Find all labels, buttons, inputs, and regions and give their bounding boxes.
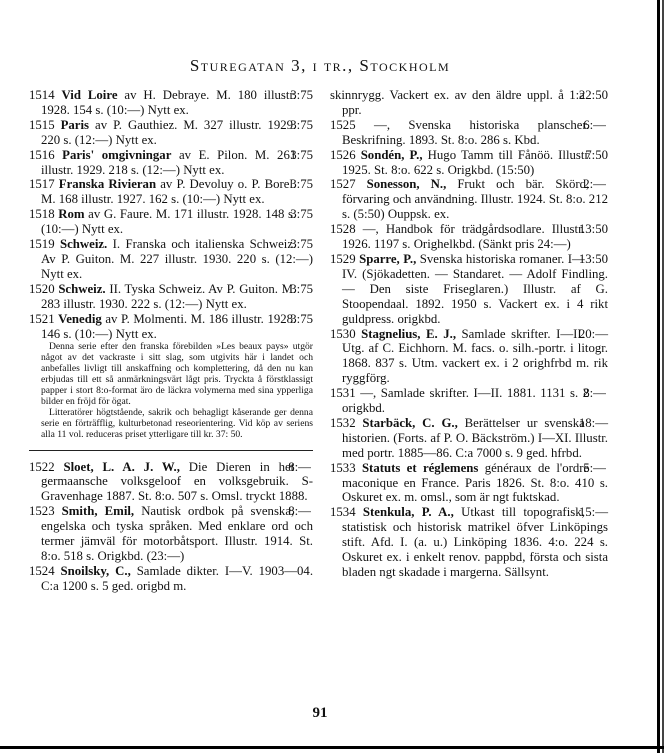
entry-author: Statuts et réglemens bbox=[361, 460, 479, 475]
right-entry-list bbox=[330, 88, 608, 580]
entry-number: 1530 bbox=[330, 326, 356, 341]
entry-number: 1524 bbox=[29, 563, 55, 578]
entry-description: Samlade dikter. I—V. 1903—04. C:a 1200 s. 5 ged. origbd m. bbox=[41, 563, 314, 593]
entry-number: 1514 bbox=[29, 88, 55, 102]
entry-description: I. Franska och italienska Schweiz. Av P. Guiton. M. 227 illustr. 1930. 220 s. (12:—) Nytt ex. bbox=[41, 237, 313, 281]
entry-description: Utkast till topografisk, statistisk och historisk matrikel öfver Linköpings stift. Afd. I. (a. u.) Linköping 1836. 4:o. 224 s. Oskuret ex. i enkelt renov. pappbd, första och sista bladen ngt skadade i margerna. Sällsynt. bbox=[342, 505, 608, 579]
entry-price: 7:50 bbox=[585, 147, 608, 162]
entry-author: Schweiz. bbox=[58, 281, 106, 296]
entry-author: Paris bbox=[60, 117, 90, 132]
entry-author: Sonesson, N., bbox=[366, 177, 447, 192]
catalog-entry bbox=[330, 88, 608, 118]
entry-number: 1532 bbox=[330, 415, 356, 430]
catalog-entry bbox=[330, 177, 608, 222]
catalog-entry bbox=[29, 88, 313, 118]
entry-price: 3:75 bbox=[290, 177, 313, 192]
page-border-right bbox=[657, 0, 660, 753]
entry-author: Rom bbox=[58, 207, 85, 222]
catalog-entry bbox=[330, 118, 608, 148]
catalog-entry bbox=[330, 148, 608, 178]
entry-price: 13:50 bbox=[578, 251, 608, 266]
entry-author: Sparre, P., bbox=[359, 251, 417, 266]
entry-description: Frukt och bär. Skörd, förvaring och användning. Illustr. 1924. St. 8:o. 212 s. (5:50) Ouppsk. ex. bbox=[342, 177, 608, 222]
entry-description: Hugo Tamm till Fånöö. Illustr. 1925. St. 8:o. 622 s. Origkbd. (15:50) bbox=[342, 147, 592, 177]
entry-description: —, Handbok för trädgårdsodlare. Illustr. 1926. 1197 s. Orighelkbd. (Sänkt pris 24:—) bbox=[342, 222, 585, 252]
entry-price: 22:50 bbox=[578, 88, 608, 102]
entry-author: Paris' omgivningar bbox=[62, 147, 172, 162]
entry-description: av G. Faure. M. 171 illustr. 1928. 148 s. (10:—) Nytt ex. bbox=[41, 207, 297, 237]
catalog-entry bbox=[330, 505, 608, 580]
entry-author: Stagnelius, E. J., bbox=[361, 326, 457, 341]
entry-price: 20:— bbox=[578, 326, 608, 341]
entry-number: 1534 bbox=[330, 505, 356, 520]
left-column bbox=[29, 88, 313, 594]
entry-description: Nautisk ordbok på svenska, engelska och tyska språken. Med enklare ord och termer jämväl för motorbåtsport. Illustr. 1914. St. 8:o. 518 s. Origkbd. (23:—) bbox=[41, 504, 313, 563]
entry-author: Venedig bbox=[58, 311, 102, 326]
catalog-entry bbox=[29, 312, 313, 342]
divider-rule bbox=[29, 450, 313, 451]
entry-description: av P. Gauthiez. M. 327 illustr. 1929. 220 s. (12:—) Nytt ex. bbox=[41, 117, 297, 147]
catalog-entry bbox=[29, 177, 313, 207]
entry-price: 18:— bbox=[578, 415, 608, 430]
catalog-entry bbox=[29, 564, 313, 594]
entry-author: Stenkula, P. A., bbox=[362, 505, 454, 520]
entry-description: —, Svenska historiska planscher. Beskrifning. 1893. St. 8:o. 286 s. Kbd. bbox=[342, 117, 590, 147]
entry-price: 3:75 bbox=[290, 147, 313, 162]
entry-price: 3:75 bbox=[290, 207, 313, 222]
catalog-entry bbox=[29, 207, 313, 237]
left-entry-list bbox=[29, 88, 313, 341]
entry-author: Smith, Emil, bbox=[61, 504, 135, 519]
entry-number: 1522 bbox=[29, 459, 55, 474]
catalog-entry bbox=[29, 148, 313, 178]
entry-number: 1526 bbox=[330, 147, 356, 162]
entry-number: 1518 bbox=[29, 207, 55, 222]
entry-description: Svenska historiska romaner. I—IV. (Sjökadetten. — Standaret. — Adolf Findling. — Den siste Friseglaren.) Illustr. af G. Stoopendaal. 1892. 1950 s. Vackert ex. i 4 rikt guldpress. origkbd. bbox=[342, 251, 608, 326]
entry-description: av H. Debraye. M. 180 illustr. 1928. 154 s. (10:—) Nytt ex. bbox=[41, 88, 297, 117]
catalog-entry bbox=[330, 222, 608, 252]
left-entry-list-2 bbox=[29, 460, 313, 594]
catalog-entry bbox=[330, 386, 608, 416]
entry-price: 3:75 bbox=[290, 117, 313, 132]
entry-description: généraux de l'ordre maconique en France. Paris 1826. St. 8:o. 410 s. Oskuret ex. m. omsl., som är ngt fuktskad. bbox=[342, 460, 608, 505]
entry-number: 1520 bbox=[29, 281, 55, 296]
entry-number: 1516 bbox=[29, 147, 55, 162]
catalog-entry bbox=[330, 327, 608, 387]
entry-description: Berättelser ur svenska historien. (Forts. af P. O. Bäckström.) I—XI. Illustr. med portr. 1885—86. C:a 7000 s. 9 ged. hfrbd. bbox=[342, 415, 608, 460]
catalog-entry bbox=[330, 416, 608, 461]
series-note: Denna serie efter den franska förebilden »Les beaux pays» utgör något av det vackraste i sitt slag, som utgivits här i landet och anbefalles livligt till anskaffning och komplettering, då den nu kan erbjudas till ett så anmärkningsvärt lågt pris. Tryckta å förstklassigt papper i stort 8:o-format äro de läckra volymerna med sina ypperliga bilder en fröjd för ögat. bbox=[41, 341, 313, 407]
entry-price: 8:— bbox=[583, 386, 606, 401]
entry-price: 15:— bbox=[578, 505, 608, 520]
entry-author: Franska Rivieran bbox=[58, 177, 157, 192]
page-number: 91 bbox=[312, 705, 328, 721]
entry-number: 1519 bbox=[29, 237, 55, 252]
entry-number: 1525 bbox=[330, 117, 356, 132]
entry-author: Starbäck, C. G., bbox=[362, 415, 458, 430]
entry-description: av P. Molmenti. M. 186 illustr. 1928. 146 s. (10:—) Nytt ex. bbox=[41, 311, 297, 341]
entry-description: Die Dieren in het germaansche volksgeloof en volksgebruik. S-Gravenhage 1887. St. 8:o. 507 s. Omsl. tryckt 1888. bbox=[41, 459, 313, 504]
catalog-entry bbox=[330, 461, 608, 506]
entry-author: Sondén, P., bbox=[360, 147, 423, 162]
entry-price: 5:— bbox=[583, 460, 606, 475]
page-border-bottom bbox=[0, 746, 664, 749]
entry-author: Vid Loire bbox=[61, 88, 118, 102]
catalog-entry bbox=[29, 282, 313, 312]
entry-price: 13:50 bbox=[578, 222, 608, 237]
entry-number: 1517 bbox=[29, 177, 55, 192]
catalog-entry bbox=[29, 504, 313, 564]
catalog-entry bbox=[29, 460, 313, 505]
entry-author: Sloet, L. A. J. W., bbox=[63, 459, 180, 474]
entry-price: 2:— bbox=[583, 177, 606, 192]
entry-number: 1528 bbox=[330, 222, 356, 237]
entry-price: 3:75 bbox=[290, 281, 313, 296]
catalog-entry bbox=[29, 118, 313, 148]
entry-number: 1515 bbox=[29, 117, 55, 132]
entry-description: skinnrygg. Vackert ex. av den äldre uppl. å 1:a ppr. bbox=[330, 88, 585, 117]
entry-description: II. Tyska Schweiz. Av P. Guiton. M. 283 illustr. 1930. 222 s. (12:—) Nytt ex. bbox=[41, 281, 297, 311]
catalog-entry bbox=[330, 252, 608, 327]
entry-description: av P. Devoluy o. P. Borel. M. 168 illustr. 1927. 162 s. (10:—) Nytt ex. bbox=[41, 177, 297, 207]
page-header: Sturegatan 3, i tr., Stockholm bbox=[189, 56, 451, 75]
entry-price: 8:— bbox=[288, 459, 311, 474]
right-column bbox=[330, 88, 608, 580]
entry-price: 8:— bbox=[288, 504, 311, 519]
entry-number: 1533 bbox=[330, 460, 356, 475]
entry-number: 1529 bbox=[330, 251, 356, 266]
entry-price: 6:— bbox=[583, 117, 606, 132]
series-price-note: Litteratörer högtstående, sakrik och behagligt kåserande ger denna serie en förträfflig, kulturbetonad reseorientering. Vid köp av seriens alla 11 vol. reduceras priset ytterligare till kr. 37: 50. bbox=[41, 406, 313, 440]
catalog-entry bbox=[29, 237, 313, 282]
entry-description: Samlade skrifter. I—II. Utg. af C. Eichhorn. M. facs. o. silh.-portr. i litogr. 1868. 837 s. Utm. vackert ex. i 2 orighfrbd m. rik ryggförg. bbox=[342, 326, 608, 386]
entry-author: Snoilsky, C., bbox=[60, 563, 131, 578]
entry-number: 1521 bbox=[29, 311, 55, 326]
entry-description: —, Samlade skrifter. I—II. 1881. 1131 s. 2 origkbd. bbox=[342, 386, 590, 416]
entry-price: 3:75 bbox=[290, 237, 313, 252]
entry-number: 1523 bbox=[29, 504, 55, 519]
entry-description: av E. Pilon. M. 261 illustr. 1929. 218 s. (12:—) Nytt ex. bbox=[41, 147, 297, 177]
entry-number: 1531 bbox=[330, 386, 356, 401]
entry-number: 1527 bbox=[330, 177, 356, 192]
entry-price: 3:75 bbox=[290, 311, 313, 326]
entry-price: 3:75 bbox=[290, 88, 313, 102]
entry-author: Schweiz. bbox=[59, 237, 108, 252]
